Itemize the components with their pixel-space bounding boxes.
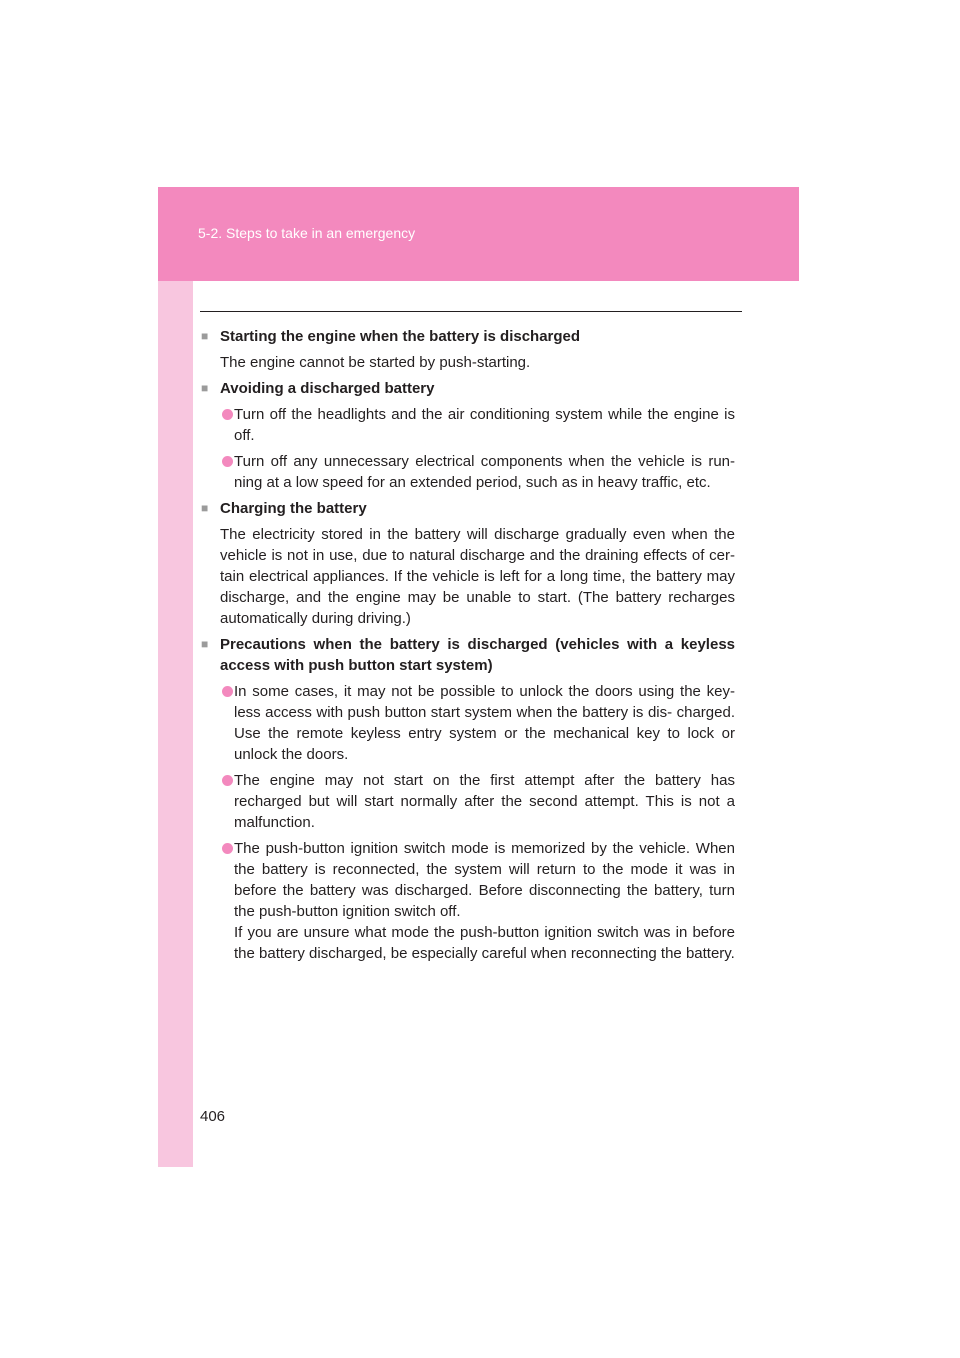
square-bullet-icon: ■ xyxy=(201,637,209,651)
circle-bullet-icon xyxy=(222,775,233,786)
bullet-text: In some cases, it may not be possible to unlock the doors using the key- less access with push button start system when the battery is dis- charged. Use the remote keyless entry system or the mechanical key to lock or unlock the doors. xyxy=(234,683,735,763)
bullet-item xyxy=(200,451,735,493)
bullet-text: Turn off the headlights and the air conditioning system while the engine is off. xyxy=(234,406,735,444)
divider-rule xyxy=(200,311,742,312)
side-tab-strip xyxy=(158,281,193,1167)
bullet-item xyxy=(200,770,735,833)
section-heading xyxy=(200,498,735,519)
bullet-continuation: If you are unsure what mode the push-button ignition switch was in before the battery discharged, be especially careful when reconnecting the battery. xyxy=(234,924,735,962)
bullet-text: Turn off any unnecessary electrical components when the vehicle is run- ning at a low speed for an extended period, such as in heavy traffic, etc. xyxy=(234,453,735,491)
page-number: 406 xyxy=(200,1108,226,1125)
section-heading xyxy=(200,326,735,347)
bullet-item xyxy=(200,404,735,446)
body-paragraph: The engine cannot be started by push-starting. xyxy=(220,354,531,371)
square-bullet-icon: ■ xyxy=(201,381,209,395)
bullet-item xyxy=(200,838,735,964)
circle-bullet-icon xyxy=(222,409,233,420)
heading-text: Charging the battery xyxy=(220,500,367,517)
section-title: 5-2. Steps to take in an emergency xyxy=(198,225,416,241)
circle-bullet-icon xyxy=(222,456,233,467)
circle-bullet-icon xyxy=(222,843,233,854)
section-heading xyxy=(200,634,735,676)
square-bullet-icon: ■ xyxy=(201,329,209,343)
square-bullet-icon: ■ xyxy=(201,501,209,515)
bullet-text: The push-button ignition switch mode is memorized by the vehicle. When the battery is reconnected, the system will return to the mode it was in before the battery was discharged. Before disconnecting the battery, turn the push-button ignition switch off. xyxy=(234,840,735,920)
heading-text: Precautions when the battery is discharged (vehicles with a keyless access with push button start system) xyxy=(220,636,735,674)
heading-text: Starting the engine when the battery is discharged xyxy=(220,328,581,345)
heading-text: Avoiding a discharged battery xyxy=(220,380,435,397)
bullet-text: The engine may not start on the first attempt after the battery has recharged but will start normally after the second attempt. This is not a malfunction. xyxy=(234,772,735,831)
section-heading xyxy=(200,378,735,399)
bullet-item xyxy=(200,681,735,765)
section-header-band xyxy=(158,187,799,281)
body-paragraph: The electricity stored in the battery will discharge gradually even when the vehicle is not in use, due to natural discharge and the draining effects of cer- tain electrical appliances. If the vehicle is left for a long time, the battery may discharge, and the engine may be unable to start. (The battery recharges automatically during driving.) xyxy=(220,526,735,627)
page-content xyxy=(200,326,735,964)
circle-bullet-icon xyxy=(222,686,233,697)
